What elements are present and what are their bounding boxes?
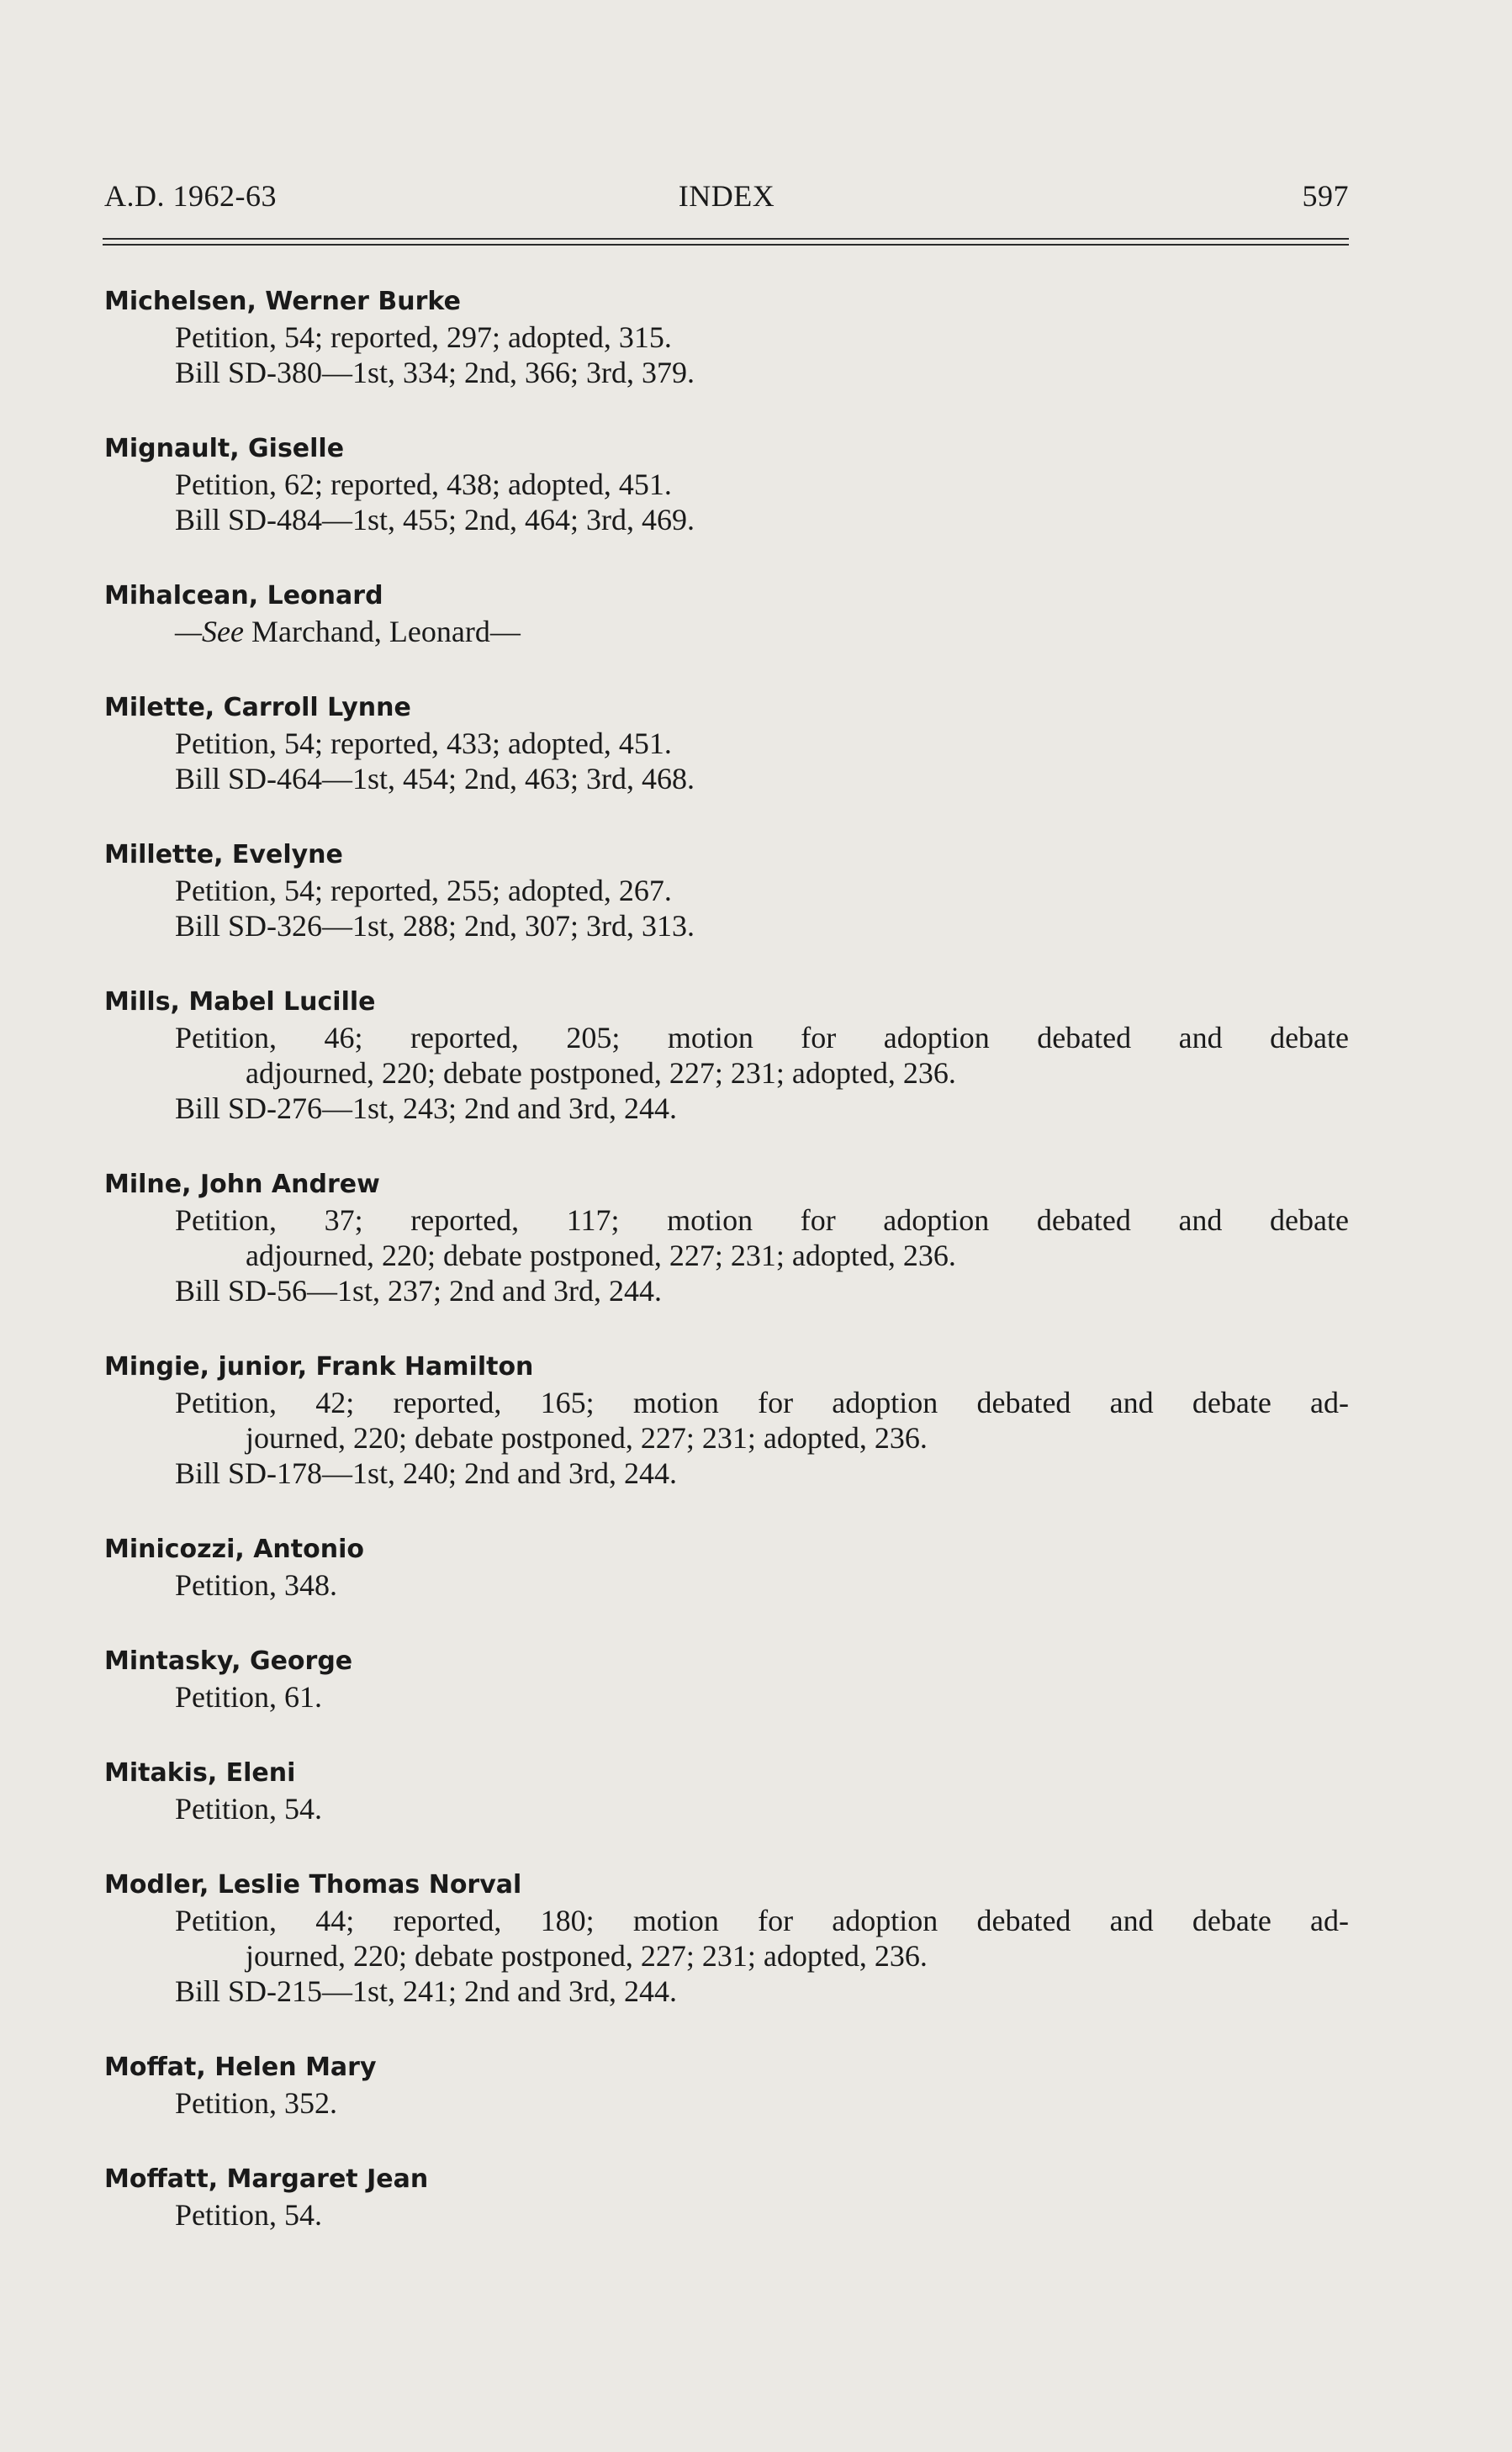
entry-line: Bill SD-380—1st, 334; 2nd, 366; 3rd, 379.	[175, 356, 695, 389]
header-year-range: A.D. 1962-63	[104, 179, 277, 213]
entry-name: Millette, Evelyne	[104, 840, 343, 869]
index-entries	[104, 284, 1349, 2233]
entry-name: Milette, Carroll Lynne	[104, 693, 411, 722]
entry-line: Bill SD-56—1st, 237; 2nd and 3rd, 244.	[175, 1274, 663, 1308]
entry-name: Milne, John Andrew	[104, 1170, 380, 1199]
entry-line: Petition, 54.	[175, 1792, 323, 1826]
entry-line: Petition, 54; reported, 255; adopted, 267.	[175, 874, 672, 907]
see-target: Marchand, Leonard—	[251, 615, 521, 648]
entry-line: Petition, 348.	[175, 1568, 338, 1602]
entry-line: Bill SD-178—1st, 240; 2nd and 3rd, 244.	[175, 1456, 678, 1490]
entry-name: Mintasky, George	[104, 1646, 353, 1676]
running-head	[104, 178, 1349, 220]
entry-line: adjourned, 220; debate postponed, 227; 231; adopted, 236.	[246, 1239, 956, 1272]
page-number: 597	[1302, 179, 1349, 213]
entry-line: adjourned, 220; debate postponed, 227; 231; adopted, 236.	[246, 1056, 956, 1090]
entry-name: Moffatt, Margaret Jean	[104, 2164, 429, 2194]
index-entry	[104, 838, 1349, 943]
index-entry	[104, 690, 1349, 796]
index-entry	[104, 1350, 1349, 1491]
entry-line: Bill SD-464—1st, 454; 2nd, 463; 3rd, 468.	[175, 762, 695, 795]
index-entry	[104, 1756, 1349, 1826]
entry-line: Petition, 42; reported, 165; motion for adoption debated and debate ad-	[175, 1386, 1349, 1419]
index-entry	[104, 985, 1349, 1126]
entry-line: Petition, 37; reported, 117; motion for adoption debated and debate	[175, 1203, 1349, 1237]
index-entry	[104, 1644, 1349, 1715]
entry-line: Petition, 61.	[175, 1680, 323, 1714]
index-entry	[104, 1167, 1349, 1308]
see-label: —See	[175, 615, 244, 648]
entry-line: Petition, 46; reported, 205; motion for adoption debated and debate	[175, 1021, 1349, 1054]
entry-name: Mitakis, Eleni	[104, 1758, 296, 1788]
index-entry	[104, 2050, 1349, 2121]
entry-line: Petition, 62; reported, 438; adopted, 451.	[175, 468, 672, 501]
index-entry	[104, 1868, 1349, 2009]
entry-line: Bill SD-276—1st, 243; 2nd and 3rd, 244.	[175, 1091, 678, 1125]
entry-line: journed, 220; debate postponed, 227; 231; adopted, 236.	[246, 1939, 928, 1973]
index-entry	[104, 284, 1349, 390]
index-entry	[104, 579, 1349, 649]
entry-line: Petition, 54; reported, 433; adopted, 451.	[175, 727, 672, 760]
entry-line: journed, 220; debate postponed, 227; 231; adopted, 236.	[246, 1421, 928, 1455]
entry-name: Michelsen, Werner Burke	[104, 287, 461, 316]
entry-name: Mills, Mabel Lucille	[104, 987, 376, 1017]
entry-name: Mignault, Giselle	[104, 434, 345, 463]
header-title: INDEX	[678, 179, 775, 213]
header-double-rule	[103, 238, 1349, 246]
see-reference	[104, 614, 1349, 649]
entry-name: Mihalcean, Leonard	[104, 581, 383, 610]
index-entry	[104, 431, 1349, 537]
entry-line: Bill SD-326—1st, 288; 2nd, 307; 3rd, 313.	[175, 909, 695, 943]
entry-line: Petition, 352.	[175, 2086, 338, 2120]
index-entry	[104, 1532, 1349, 1603]
entry-name: Modler, Leslie Thomas Norval	[104, 1870, 522, 1900]
entry-line: Petition, 44; reported, 180; motion for adoption debated and debate ad-	[175, 1904, 1349, 1937]
index-entry	[104, 2162, 1349, 2233]
entry-line: Petition, 54.	[175, 2198, 323, 2232]
entry-name: Minicozzi, Antonio	[104, 1535, 364, 1564]
entry-line: Bill SD-215—1st, 241; 2nd and 3rd, 244.	[175, 1974, 678, 2008]
entry-name: Moffat, Helen Mary	[104, 2053, 377, 2082]
entry-line: Petition, 54; reported, 297; adopted, 315.	[175, 320, 672, 354]
entry-name: Mingie, junior, Frank Hamilton	[104, 1352, 534, 1382]
entry-line: Bill SD-484—1st, 455; 2nd, 464; 3rd, 469.	[175, 503, 695, 536]
